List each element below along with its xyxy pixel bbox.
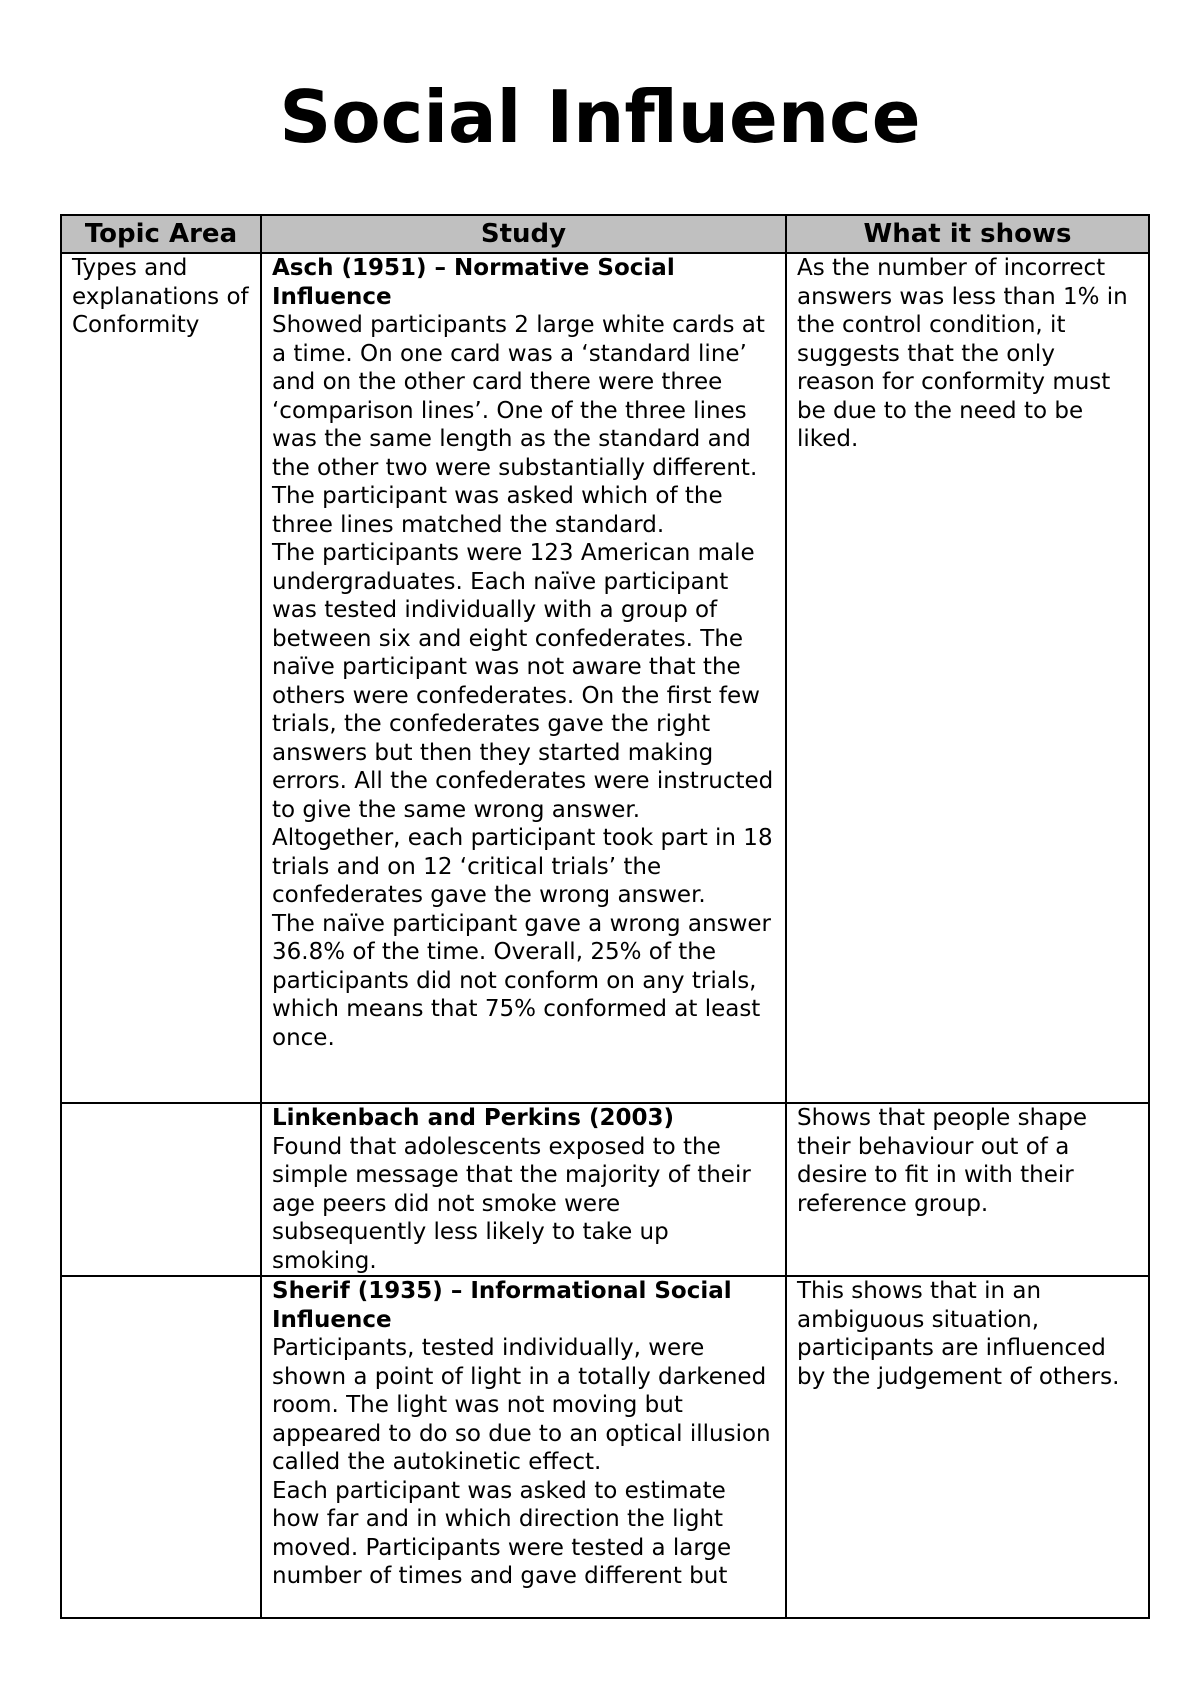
study-heading: Linkenbach and Perkins (2003) (272, 1105, 675, 1131)
study-paragraph: The participants were 123 American male undergraduates. Each naïve participant was tested individually with a group of between six and eight confederates. The naïve participant was not aware that the others were confederates. On the first few trials, the confederates gave the right answers but then they started making errors. All the confederates were instructed to give the same wrong answer. Altogether, each participant took part in 18 trials and on 12 ‘critical trials’ the confederates gave the wrong answer. (272, 540, 774, 908)
study-paragraph: Participants, tested individually, were shown a point of light in a totally darkened room. The light was not moving but appeared to do so due to an optical illusion called the autokinetic effect. (272, 1335, 771, 1475)
shows-cell: As the number of incorrect answers was less than 1% in the control condition, it suggests that the only reason for conformity must be due to the need to be liked. (786, 253, 1149, 1103)
study-paragraph: The naïve participant gave a wrong answer 36.8% of the time. Overall, 25% of the participants did not conform on any trials, which means that 75% conformed at least once. (272, 910, 771, 1051)
table-row (61, 1276, 1149, 1618)
study-paragraph: Each participant was asked to estimate how far and in which direction the light moved. Participants were tested a large number of times and gave different but (272, 1477, 732, 1589)
topic-cell: Types and explanations of Conformity (61, 253, 261, 1103)
shows-cell: This shows that in an ambiguous situation, participants are influenced by the judgement of others. (786, 1276, 1149, 1618)
topic-cell (61, 1276, 261, 1618)
table-row (61, 1103, 1149, 1276)
study-heading: Sherif (1935) – Informational Social Influence (272, 1278, 732, 1333)
shows-cell: Shows that people shape their behaviour out of a desire to fit in with their reference group. (786, 1103, 1149, 1276)
study-heading: Asch (1951) – Normative Social Influence (272, 255, 675, 310)
page-title: Social Influence (279, 75, 921, 159)
study-cell (261, 1276, 786, 1618)
header-study: Study (261, 215, 786, 253)
header-what-it-shows: What it shows (786, 215, 1149, 253)
table-header-row (61, 215, 1149, 253)
topic-cell (61, 1103, 261, 1276)
study-paragraph: Showed participants 2 large white cards at a time. On one card was a ‘standard line’ and on the other card there were three ‘comparison lines’. One of the three lines was the same length as the standard and the other two were substantially different. The participant was asked which of the three lines matched the standard. (272, 312, 765, 538)
table-row (61, 253, 1149, 1103)
study-cell (261, 1103, 786, 1276)
header-topic-area: Topic Area (61, 215, 261, 253)
study-table (60, 214, 1150, 1619)
study-cell (261, 253, 786, 1103)
study-paragraph: Found that adolescents exposed to the simple message that the majority of their age peers did not smoke were subsequently less likely to take up smoking. (272, 1133, 751, 1274)
